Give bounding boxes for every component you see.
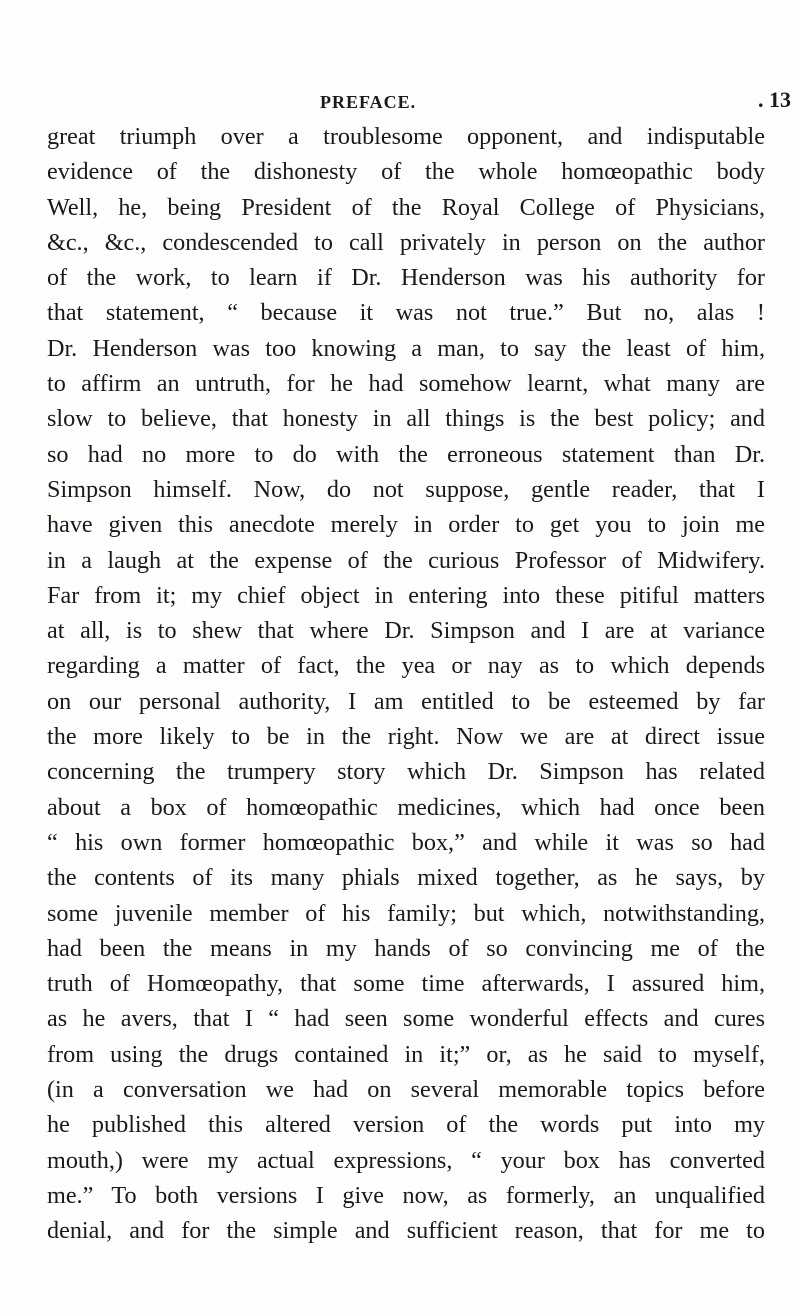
text-line: in a laugh at the expense of the curious Professor of Midwifery. [47, 546, 765, 574]
text-line: “ his own former homœopathic box,” and while it was so had [47, 828, 765, 856]
text-line: Far from it; my chief object in entering into these pitiful matters [47, 581, 765, 609]
page-number: . 13 [758, 87, 791, 112]
body-text [47, 119, 765, 1249]
text-line: as he avers, that I “ had seen some wonderful effects and cures [47, 1005, 765, 1033]
text-line: some juvenile member of his family; but which, notwithstanding, [47, 899, 765, 927]
text-line: about a box of homœopathic medicines, which had once been [47, 793, 765, 821]
running-head [0, 87, 800, 117]
text-line: the contents of its many phials mixed together, as he says, by [47, 864, 765, 892]
text-line: &c., &c., condescended to call privately in person on the author [47, 228, 765, 256]
text-line: Simpson himself. Now, do not suppose, gentle reader, that I [47, 475, 765, 503]
text-line: denial, and for the simple and sufficient reason, that for me to [47, 1217, 765, 1245]
text-line: regarding a matter of fact, the yea or nay as to which depends [47, 652, 765, 680]
text-line: have given this anecdote merely in order to get you to join me [47, 511, 765, 539]
text-line: great triumph over a troublesome opponent, and indisputable [47, 123, 765, 150]
text-line: to affirm an untruth, for he had somehow learnt, what many are [47, 370, 765, 398]
text-line: Dr. Henderson was too knowing a man, to say the least of him, [47, 334, 765, 362]
text-line: from using the drugs contained in it;” or, as he said to myself, [47, 1040, 765, 1068]
text-line: of the work, to learn if Dr. Henderson was his authority for [47, 264, 765, 292]
text-line: he published this altered version of the words put into my [47, 1111, 765, 1139]
text-line: slow to believe, that honesty in all things is the best policy; and [47, 405, 765, 433]
text-line: mouth,) were my actual expressions, “ your box has converted [47, 1146, 765, 1174]
text-line: concerning the trumpery story which Dr. Simpson has related [47, 758, 765, 786]
text-line: truth of Homœopathy, that some time afterwards, I assured him, [47, 970, 765, 998]
text-line: (in a conversation we had on several memorable topics before [47, 1076, 765, 1104]
text-line: on our personal authority, I am entitled to be esteemed by far [47, 687, 765, 715]
text-line: so had no more to do with the erroneous statement than Dr. [47, 440, 765, 468]
text-line: at all, is to shew that where Dr. Simpson and I are at variance [47, 617, 765, 645]
text-line: me.” To both versions I give now, as formerly, an unqualified [47, 1181, 765, 1209]
text-line: the more likely to be in the right. Now we are at direct issue [47, 723, 765, 751]
running-title: PREFACE. [320, 92, 417, 112]
text-line: evidence of the dishonesty of the whole homœopathic body [47, 158, 765, 186]
text-line: Well, he, being President of the Royal College of Physicians, [47, 193, 765, 221]
text-line: that statement, “ because it was not true.” But no, alas ! [47, 299, 765, 327]
text-line: had been the means in my hands of so convincing me of the [47, 934, 765, 962]
